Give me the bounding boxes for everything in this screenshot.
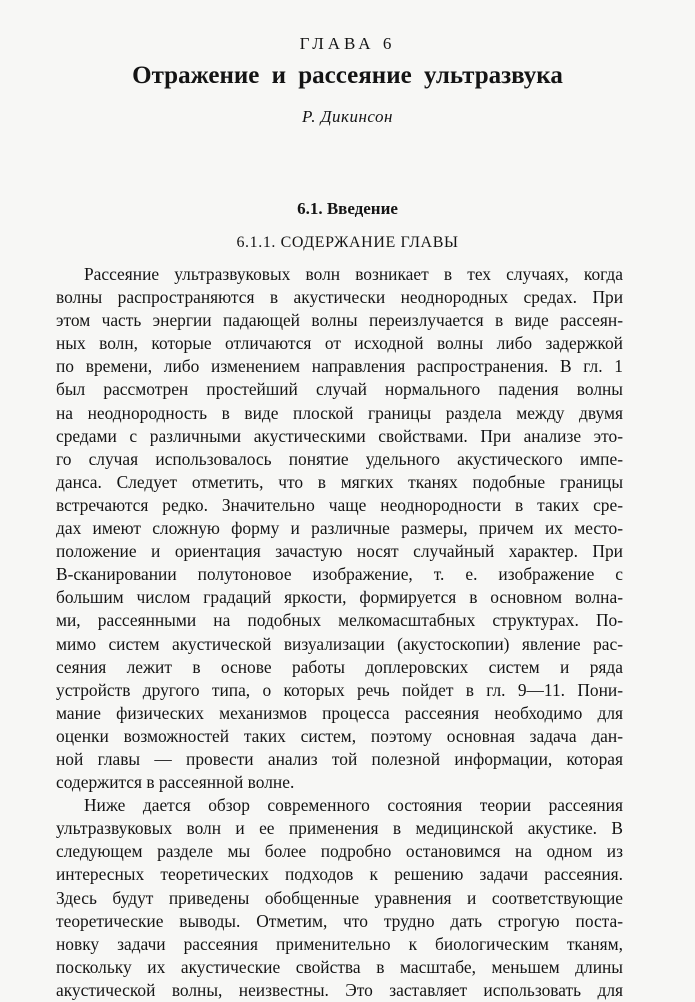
text-line: поскольку их акустические свойства в масштабе, меньшем длины bbox=[56, 956, 623, 977]
chapter-label: ГЛАВА 6 bbox=[299, 34, 396, 53]
text-line: мимо систем акустической визуализации (акустоскопии) явление рас- bbox=[56, 633, 623, 654]
text-line: встречаются редко. Значительно чаще неоднородности в таких сре- bbox=[56, 494, 623, 515]
chapter-author: Р. Дикинсон bbox=[302, 107, 393, 126]
text-line: дах имеют сложную форму и различные размеры, причем их место- bbox=[56, 518, 623, 539]
body-text bbox=[56, 263, 623, 1002]
text-line: ных волн, которые отличаются от исходной волны либо задержкой bbox=[56, 333, 623, 354]
text-line: сеяния лежит в основе работы доплеровских систем и ряда bbox=[56, 656, 623, 677]
text-line: го случая использовалось понятие удельного акустического импе- bbox=[56, 448, 623, 469]
chapter-title: Отражение и рассеяние ультразвука bbox=[132, 62, 563, 89]
text-line: акустической волны, неизвестны. Это заставляет использовать для bbox=[56, 979, 623, 1000]
paragraph-2 bbox=[56, 794, 623, 1002]
text-line: теоретические выводы. Отметим, что трудно дать строгую поста- bbox=[56, 910, 623, 931]
text-line: ной главы — провести анализ той полезной информации, которая bbox=[56, 748, 623, 769]
text-line: данса. Следует отметить, что в мягких тканях подобные границы bbox=[56, 471, 623, 492]
text-line: средами с различными акустическими свойствами. При анализе это- bbox=[56, 425, 623, 446]
text-line: ультразвуковых волн и ее применения в медицинской акустике. В bbox=[56, 818, 623, 839]
text-line: интересных теоретических подходов к решению задачи рассеяния. bbox=[56, 864, 623, 885]
paragraph-1 bbox=[56, 263, 623, 794]
text-line: В-сканировании полутоновое изображение, т. е. изображение с bbox=[56, 564, 623, 585]
text-line: оценки возможностей таких систем, поэтому основная задача дан- bbox=[56, 725, 623, 746]
text-line: Здесь будут приведены обобщенные уравнения и соответствующие bbox=[56, 887, 623, 908]
subsection-title: 6.1.1. СОДЕРЖАНИЕ ГЛАВЫ bbox=[236, 234, 459, 251]
text-line: следующем разделе мы более подробно остановимся на одном из bbox=[56, 841, 623, 862]
text-line: положение и ориентация зачастую носят случайный характер. При bbox=[56, 541, 623, 562]
text-line: мание физических механизмов процесса рассеяния необходимо для bbox=[56, 702, 623, 723]
text-line: на неоднородность в виде плоской границы раздела между двумя bbox=[56, 402, 623, 423]
section-title: 6.1. Введение bbox=[297, 199, 398, 218]
text-line: волны распространяются в акустически неоднородных средах. При bbox=[56, 287, 623, 308]
text-line: содержится в рассеянной волне. bbox=[56, 772, 295, 793]
text-line: ми, рассеянными на подобных мелкомасштабных структурах. По- bbox=[56, 610, 623, 631]
text-line: этом часть энергии падающей волны переизлучается в виде рассеян- bbox=[56, 310, 623, 331]
text-line: Рассеяние ультразвуковых волн возникает в тех случаях, когда bbox=[84, 264, 623, 284]
text-line: устройств другого типа, о которых речь пойдет в гл. 9—11. Пони- bbox=[56, 679, 623, 700]
text-line: был рассмотрен простейший случай нормального падения волны bbox=[56, 379, 623, 400]
text-line: по времени, либо изменением направления распространения. В гл. 1 bbox=[56, 356, 623, 377]
text-line: большим числом градаций яркости, формируется в основном волна- bbox=[56, 587, 623, 608]
text-line: Ниже дается обзор современного состояния теории рассеяния bbox=[84, 795, 623, 816]
text-line: новку задачи рассеяния применительно к биологическим тканям, bbox=[56, 933, 623, 954]
